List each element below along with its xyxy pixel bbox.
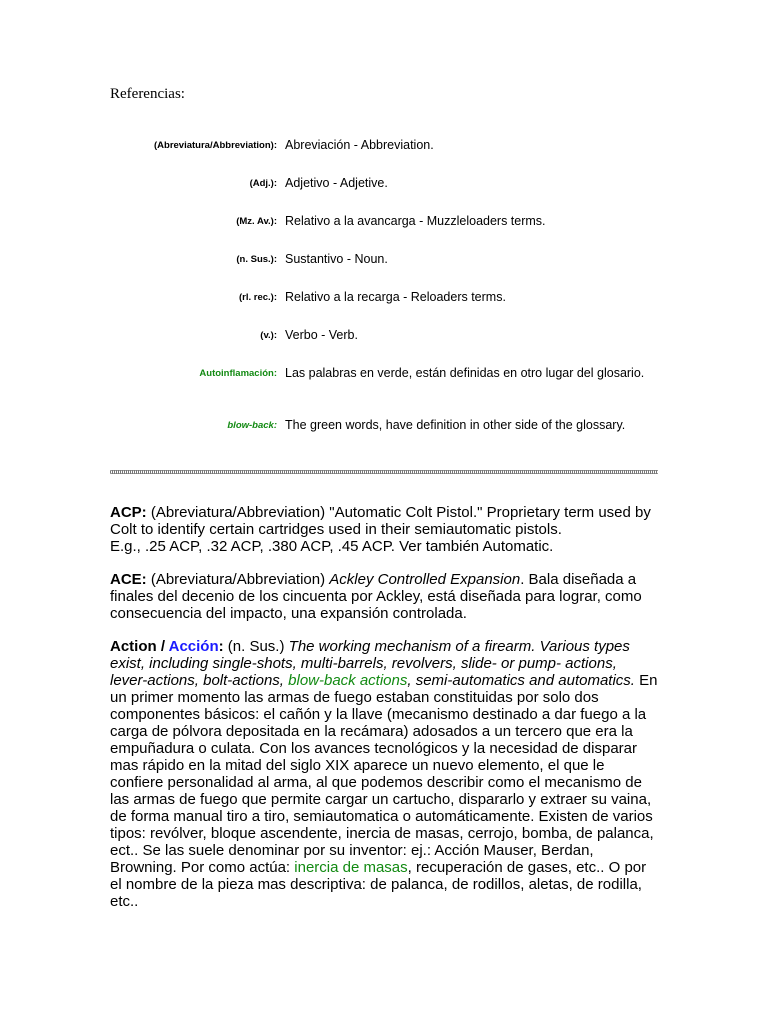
entry-definition-cont: . Bala diseñada a finales del decenio de los cincuenta por Ackley, está diseñada para lograr, como consecuencia del impacto, una expansión controlada. — [110, 571, 642, 622]
entry-english-definition-cont: , semi-automatics and automatics. — [407, 672, 635, 689]
entry-definition-examples: E.g., .25 ACP, .32 ACP, .380 ACP, .45 ACP. Ver también Automatic. — [110, 538, 554, 555]
section-divider — [110, 470, 658, 474]
entry-definition: (Abreviatura/Abbreviation) — [146, 571, 330, 588]
entry-spanish-definition-cont: , recuperación de gases, etc.. O por el nombre de la pieza mas descriptiva: de palanca, de rodillos, aletas, de rodilla, etc.. — [110, 859, 647, 910]
reference-key: (v.): — [260, 330, 277, 341]
references-heading: Referencias: — [110, 86, 185, 102]
reference-row — [110, 138, 658, 176]
glossary-entry-acp — [110, 504, 658, 555]
entry-part-of-speech: (n. Sus.) — [223, 638, 289, 655]
cross-reference-link[interactable]: inercia de masas — [294, 859, 408, 876]
reference-value: The green words, have definition in other side of the glossary. — [285, 418, 626, 432]
reference-row — [110, 418, 658, 458]
glossary-entries — [110, 504, 658, 926]
cross-reference-link[interactable]: blow-back actions — [288, 672, 408, 689]
reference-value: Adjetivo - Adjetive. — [285, 176, 388, 190]
reference-row — [110, 252, 658, 290]
reference-value: Verbo - Verb. — [285, 328, 358, 342]
entry-term-spanish-link[interactable]: Acción — [168, 638, 219, 655]
reference-row — [110, 214, 658, 252]
glossary-entry-action — [110, 638, 658, 910]
entry-expansion: Ackley Controlled Expansion — [329, 571, 521, 588]
reference-value: Sustantivo - Noun. — [285, 252, 388, 266]
reference-row — [110, 176, 658, 214]
references-table — [110, 138, 658, 458]
entry-term-colon: : — [218, 638, 224, 655]
reference-key: (Adj.): — [249, 178, 277, 189]
entry-definition: (Abreviatura/Abbreviation) "Automatic Colt Pistol." Proprietary term used by Colt to identify certain cartridges used in their semiautomatic pistols. — [110, 504, 651, 538]
entry-spanish-definition: En un primer momento las armas de fuego estaban constituidas por solo dos componentes básicos: el cañón y la llave (mecanismo destinado a dar fuego a la carga de pólvora depositada en la recámara) adosados a un tercero que era la empuñadura o culata. Con los avances tecnológicos y la necesidad de disparar mas rápido en la mitad del siglo XIX aparece un nuevo elemento, el que le confiere personalidad al arma, al que podemos describir como el mecanismo de las armas de fuego que permite cargar un cartucho, dispararlo y extraer su vaina, de forma manual tiro a tiro, semiautomatica o automáticamente. Existen de varios tipos: revólver, bloque ascendente, inercia de masas, cerrojo, bomba, de palanca, ect.. Se las suele denominar por su inventor: ej.: Acción Mauser, Berdan, Browning. Por como actúa: — [110, 672, 658, 876]
reference-row — [110, 366, 658, 418]
reference-value: Relativo a la recarga - Reloaders terms. — [285, 290, 506, 304]
entry-term: ACE: — [110, 571, 147, 588]
reference-row — [110, 328, 658, 366]
reference-row — [110, 290, 658, 328]
entry-term: ACP: — [110, 504, 147, 521]
reference-value: Relativo a la avancarga - Muzzleloaders terms. — [285, 214, 546, 228]
entry-term: Action / — [110, 638, 169, 655]
reference-key: (n. Sus.): — [236, 254, 277, 265]
reference-key: (Mz. Av.): — [236, 216, 277, 227]
entry-english-definition: The working mechanism of a firearm. Various types exist, including single-shots, multi-barrels, revolvers, slide- or pump- actions, lever-actions, bolt-actions, — [110, 638, 630, 689]
reference-key-green-example: blow-back: — [227, 420, 277, 431]
reference-value: Abreviación - Abbreviation. — [285, 138, 434, 152]
reference-key: (rl. rec.): — [238, 292, 277, 303]
glossary-entry-ace — [110, 571, 658, 622]
reference-value: Las palabras en verde, están definidas en otro lugar del glosario. — [285, 366, 645, 380]
reference-key-green-example: Autoinflamación: — [199, 368, 277, 379]
reference-key: (Abreviatura/Abbreviation): — [154, 140, 277, 151]
